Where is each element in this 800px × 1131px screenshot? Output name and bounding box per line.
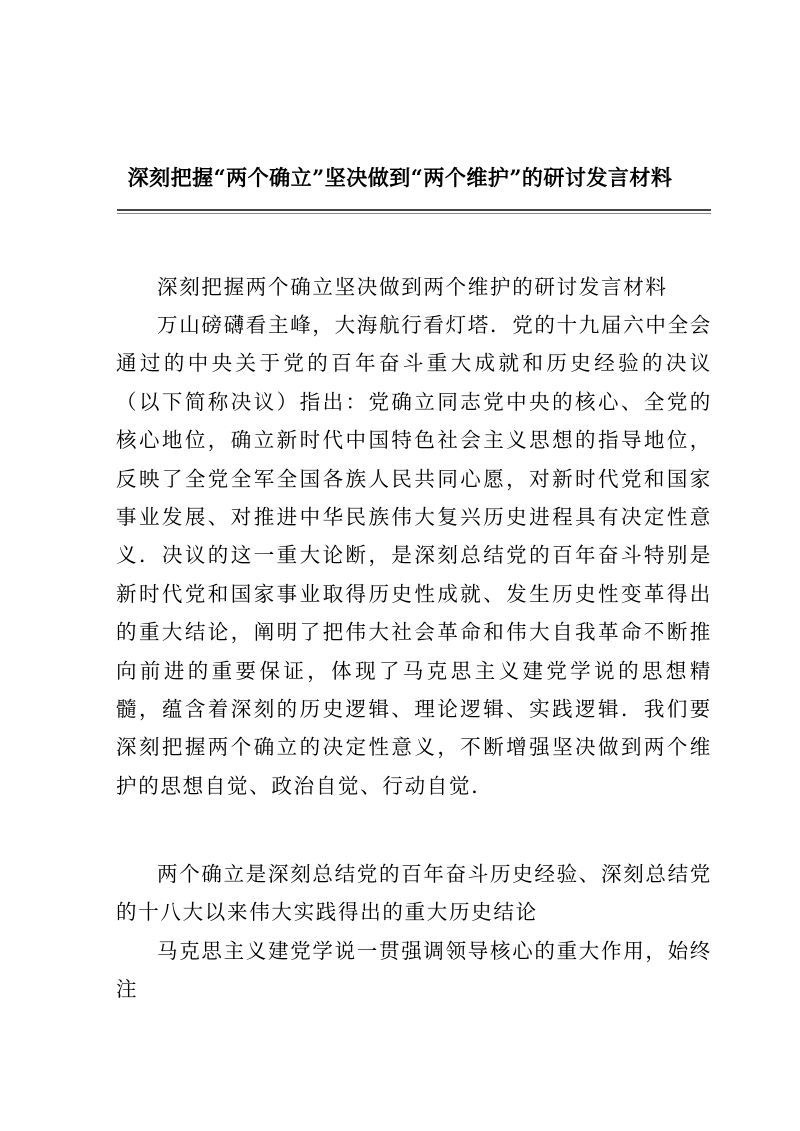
- body-paragraph: 深刻把握两个确立坚决做到两个维护的研讨发言材料: [157, 275, 668, 299]
- title-divider-thick: [117, 209, 711, 211]
- body-paragraph: 马克思主义建党学说一贯强调领导核心的重大作用，始终注: [116, 939, 712, 1002]
- document-title: 深刻把握“两个确立”坚决做到“两个维护”的研讨发言材料: [127, 165, 673, 190]
- body-paragraph: 万山磅礴看主峰，大海航行看灯塔．党的十九届六中全会通过的中央关于党的百年奋斗重大成就和历史经验的决议（以下简称决议）指出：党确立同志党中央的核心、全党的核心地位，确立新时代中国特色社会主义思想的指导地位，反映了全党全军全国各族人民共同心愿，对新时代党和国家事业发展、对推进中华民族伟大复兴历史进程具有决定性意义．决议的这一重大论断，是深刻总结党的百年奋斗特别是新时代党和国家事业取得历史性成就、发生历史性变革得出的重大结论，阐明了把伟大社会革命和伟大自我革命不断推向前进的重要保证，体现了马克思主义建党学说的思想精髓，蕴含着深刻的历史逻辑、理论逻辑、实践逻辑．我们要深刻把握两个确立的决定性意义，不断增强坚决做到两个维护的思想自觉、政治自觉、行动自觉．: [116, 313, 712, 798]
- section-heading-paragraph: 两个确立是深刻总结党的百年奋斗历史经验、深刻总结党的十八大以来伟大实践得出的重大历史结论: [116, 862, 712, 925]
- title-divider-thin: [117, 213, 711, 214]
